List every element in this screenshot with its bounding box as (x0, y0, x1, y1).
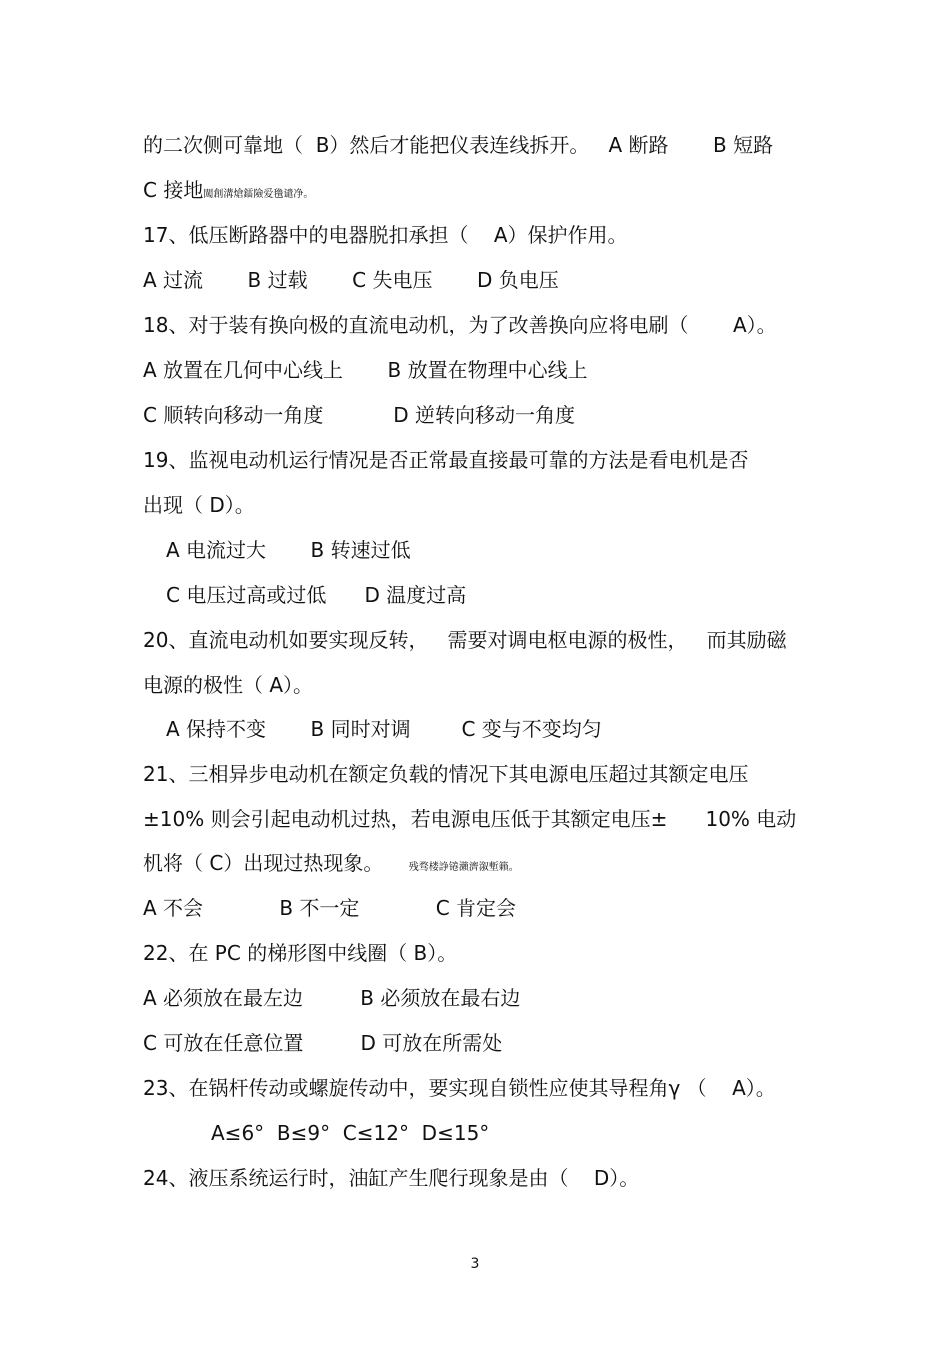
question-24: 24、液压系统运行时，油缸产生爬行现象是由（ D）。 (143, 1166, 640, 1190)
text-line-content: 机将（ C）出现过热现象。 (143, 851, 384, 875)
question-23: 23、在锅杆传动或螺旋传动中，要实现自锁性应使其导程角γ （ A）。 (143, 1076, 776, 1100)
options-18-cd: C 顺转向移动一角度 D 逆转向移动一角度 (143, 403, 576, 427)
options-23: A≤6° B≤9° C≤12° D≤15° (211, 1121, 490, 1145)
question-21-cont2 (143, 850, 519, 876)
watermark-text: 闖創溝熗鐳險爱氇谴净。 (203, 189, 314, 200)
question-17: 17、低压断路器中的电器脱扣承担（ A）保护作用。 (143, 223, 628, 247)
question-22: 22、在 PC 的梯形图中线圈（ B）。 (143, 941, 458, 965)
options-22-ab: A 必须放在最左边 B 必须放在最右边 (143, 986, 521, 1010)
watermark-text: 残骛楼諍锩瀨濟溆塹籟。 (408, 862, 519, 873)
question-18: 18、对于装有换向极的直流电动机，为了改善换向应将电刷（ A）。 (143, 313, 777, 337)
options-17: A 过流 B 过载 C 失电压 D 负电压 (143, 268, 559, 292)
page-number: 3 (470, 1256, 480, 1272)
question-20-cont: 电源的极性（ A）。 (143, 673, 314, 697)
question-19: 19、监视电动机运行情况是否正常最直接最可靠的方法是看电机是否 (143, 448, 749, 472)
text-line (143, 177, 313, 203)
text-line-content: C 接地 (143, 178, 204, 202)
options-20: A 保持不变 B 同时对调 C 变与不变均匀 (166, 717, 602, 741)
text-line: 的二次侧可靠地（ B）然后才能把仪表连线拆开。 A 断路 B 短路 (143, 133, 774, 157)
options-19-ab: A 电流过大 B 转速过低 (166, 538, 411, 562)
options-21: A 不会 B 不一定 C 肯定会 (143, 896, 517, 920)
options-22-cd: C 可放在任意位置 D 可放在所需处 (143, 1031, 503, 1055)
question-20: 20、直流电动机如要实现反转， 需要对调电枢电源的极性， 而其励磁 (143, 628, 787, 652)
question-21: 21、三相异步电动机在额定负载的情况下其电源电压超过其额定电压 (143, 762, 749, 786)
options-19-cd: C 电压过高或过低 D 温度过高 (166, 583, 467, 607)
question-19-cont: 出现（ D）。 (143, 493, 255, 517)
question-21-cont: ±10% 则会引起电动机过热，若电源电压低于其额定电压± 10% 电动 (143, 807, 797, 831)
options-18-ab: A 放置在几何中心线上 B 放置在物理中心线上 (143, 358, 588, 382)
